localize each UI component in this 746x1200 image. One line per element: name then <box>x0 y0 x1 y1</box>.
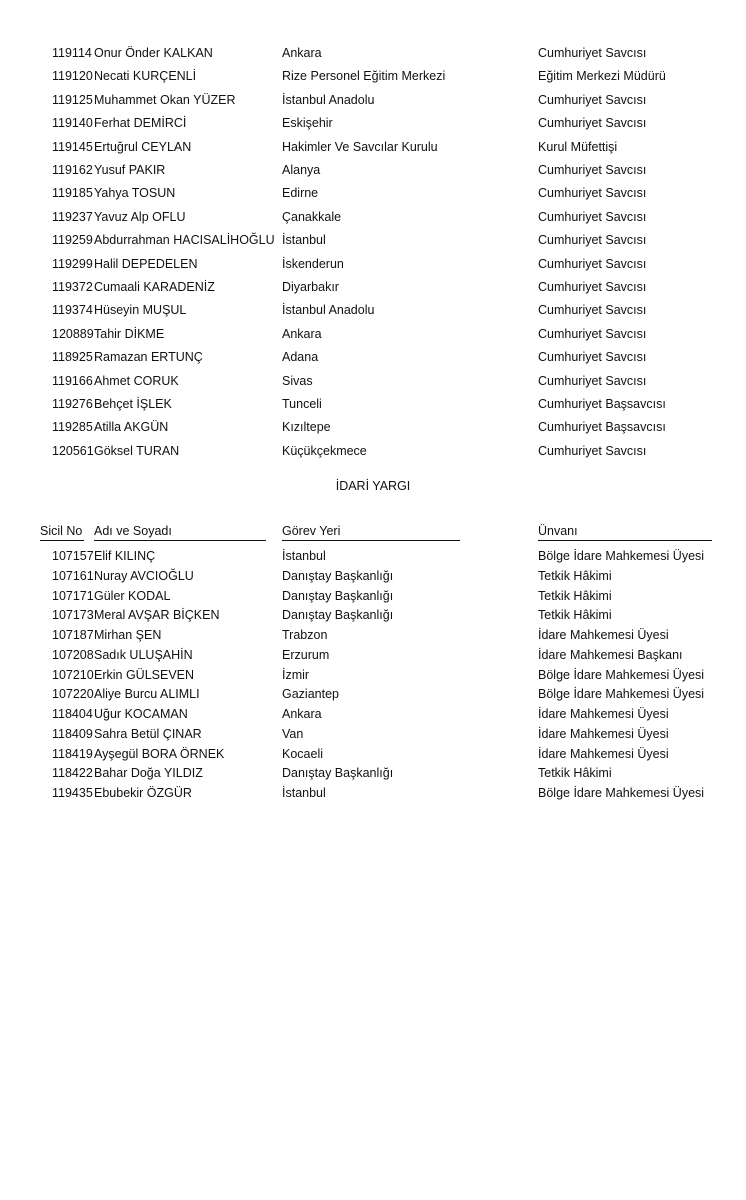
sicil-number: 107210 <box>52 667 94 682</box>
duty-place: Rize Personel Eğitim Merkezi <box>282 69 446 84</box>
header-sicil: Sicil No <box>40 522 84 541</box>
table-row <box>0 301 746 319</box>
sicil-number: 107220 <box>52 687 94 702</box>
person-name: Meral AVŞAR BİÇKEN <box>94 608 220 623</box>
sicil-number: 107171 <box>52 588 94 603</box>
duty-place: Tunceli <box>282 397 322 411</box>
person-name: Atilla AKGÜN <box>94 420 169 435</box>
person-name: Ertuğrul CEYLAN <box>94 139 192 154</box>
position-title: Cumhuriyet Savcısı <box>538 443 647 458</box>
person-name: Ahmet CORUK <box>94 373 179 388</box>
position-title: Tetkik Hâkimi <box>538 608 612 623</box>
sicil-number: 119125 <box>52 92 93 107</box>
duty-place: Alanya <box>282 163 321 177</box>
table-row <box>0 784 746 802</box>
position-title: Cumhuriyet Savcısı <box>538 116 647 131</box>
sicil-number: 107161 <box>52 568 94 583</box>
sicil-number: 107208 <box>52 647 94 662</box>
sicil-number: 119162 <box>52 163 93 177</box>
person-name: Behçet İŞLEK <box>94 397 172 411</box>
person-name: Sadık ULUŞAHİN <box>94 647 193 662</box>
duty-place: İzmir <box>282 667 310 682</box>
position-title: Kurul Müfettişi <box>538 139 618 154</box>
position-title: Cumhuriyet Savcısı <box>538 303 647 318</box>
sicil-number: 119259 <box>52 233 93 248</box>
person-name: Aliye Burcu ALIMLI <box>94 687 200 702</box>
duty-place: Erzurum <box>282 647 330 662</box>
position-title: Bölge İdare Mahkemesi Üyesi <box>538 667 705 682</box>
position-title: İdare Mahkemesi Başkanı <box>538 647 683 662</box>
sicil-number: 119166 <box>52 373 93 388</box>
sicil-number: 119237 <box>52 209 93 224</box>
position-title: İdare Mahkemesi Üyesi <box>538 707 669 721</box>
sicil-number: 118422 <box>52 766 93 781</box>
duty-place: Hakimler Ve Savcılar Kurulu <box>282 139 438 154</box>
sicil-number: 118925 <box>52 350 93 365</box>
person-name: Onur Önder KALKAN <box>94 46 213 60</box>
person-name: Ferhat DEMİRCİ <box>94 116 187 131</box>
header-place: Görev Yeri <box>282 522 460 541</box>
table-row <box>0 348 746 366</box>
table-row <box>0 442 746 460</box>
duty-place: İstanbul Anadolu <box>282 303 375 318</box>
table-row <box>0 255 746 273</box>
position-title: İdare Mahkemesi Üyesi <box>538 628 669 642</box>
sicil-number: 119145 <box>52 139 93 154</box>
position-title: Cumhuriyet Başsavcısı <box>538 420 666 435</box>
position-title: Cumhuriyet Savcısı <box>538 92 647 107</box>
position-title: İdare Mahkemesi Üyesi <box>538 726 669 741</box>
position-title: Cumhuriyet Savcısı <box>538 326 647 341</box>
sicil-number: 120561 <box>52 443 94 458</box>
header-title: Ünvanı <box>538 522 712 541</box>
sicil-number: 119372 <box>52 280 93 294</box>
sicil-number: 119114 <box>52 46 92 60</box>
person-name: Nuray AVCIOĞLU <box>94 568 194 583</box>
table-row <box>0 208 746 226</box>
position-title: Eğitim Merkezi Müdürü <box>538 69 666 84</box>
duty-place: Danıştay Başkanlığı <box>282 588 394 603</box>
sicil-number: 119185 <box>52 186 93 201</box>
person-name: Muhammet Okan YÜZER <box>94 92 236 107</box>
position-title: Cumhuriyet Savcısı <box>538 280 647 294</box>
duty-place: Danıştay Başkanlığı <box>282 766 394 781</box>
duty-place: Eskişehir <box>282 116 333 131</box>
person-name: Ebubekir ÖZGÜR <box>94 786 192 800</box>
duty-place: İstanbul Anadolu <box>282 92 375 107</box>
person-name: Halil DEPEDELEN <box>94 256 198 271</box>
person-name: Ayşegül BORA ÖRNEK <box>94 746 225 761</box>
table-row <box>0 67 746 85</box>
table-row <box>0 114 746 132</box>
table-row <box>0 666 746 684</box>
table-row <box>0 418 746 436</box>
table-row <box>0 725 746 743</box>
sicil-number: 120889 <box>52 326 94 341</box>
duty-place: Ankara <box>282 707 322 721</box>
header-name: Adı ve Soyadı <box>94 522 266 541</box>
person-name: Uğur KOCAMAN <box>94 707 188 721</box>
section-title: İDARİ YARGI <box>335 479 411 493</box>
sicil-number: 118419 <box>52 746 93 761</box>
position-title: Tetkik Hâkimi <box>538 766 612 781</box>
duty-place: Kızıltepe <box>282 420 331 435</box>
duty-place: Ankara <box>282 326 322 341</box>
table-row <box>0 587 746 605</box>
table-row <box>0 626 746 644</box>
duty-place: Çanakkale <box>282 209 342 224</box>
sicil-number: 118404 <box>52 707 93 721</box>
person-name: Mirhan ŞEN <box>94 628 162 642</box>
position-title: Bölge İdare Mahkemesi Üyesi <box>538 687 705 702</box>
position-title: Tetkik Hâkimi <box>538 588 612 603</box>
position-title: Cumhuriyet Başsavcısı <box>538 397 666 411</box>
table-row <box>0 646 746 664</box>
person-name: Yusuf PAKIR <box>94 163 166 177</box>
duty-place: Küçükçekmece <box>282 443 367 458</box>
table-row <box>0 91 746 109</box>
duty-place: Van <box>282 726 304 741</box>
sicil-number: 119120 <box>52 69 93 84</box>
table-row <box>0 395 746 413</box>
person-name: Abdurrahman HACISALİHOĞLU <box>94 233 275 248</box>
sicil-number: 119299 <box>52 256 93 271</box>
duty-place: Kocaeli <box>282 746 323 761</box>
position-title: Tetkik Hâkimi <box>538 568 612 583</box>
table-row <box>0 606 746 624</box>
position-title: Cumhuriyet Savcısı <box>538 256 647 271</box>
position-title: Cumhuriyet Savcısı <box>538 350 647 365</box>
person-name: Sahra Betül ÇINAR <box>94 726 202 741</box>
position-title: Cumhuriyet Savcısı <box>538 373 647 388</box>
person-name: Erkin GÜLSEVEN <box>94 667 195 682</box>
duty-place: Danıştay Başkanlığı <box>282 568 394 583</box>
position-title: Cumhuriyet Savcısı <box>538 186 647 201</box>
person-name: Hüseyin MUŞUL <box>94 303 187 318</box>
person-name: Göksel TURAN <box>94 443 180 458</box>
position-title: Cumhuriyet Savcısı <box>538 233 647 248</box>
duty-place: Gaziantep <box>282 687 339 702</box>
duty-place: Diyarbakır <box>282 280 339 294</box>
table-row <box>0 231 746 249</box>
duty-place: Trabzon <box>282 628 328 642</box>
table-row <box>0 567 746 585</box>
sicil-number: 119374 <box>52 303 93 318</box>
duty-place: İstanbul <box>282 233 326 248</box>
duty-place: Sivas <box>282 373 313 388</box>
table-row <box>0 705 746 723</box>
table-header <box>0 522 746 542</box>
person-name: Cumaali KARADENİZ <box>94 280 215 294</box>
table-row <box>0 278 746 296</box>
duty-place: Adana <box>282 350 319 365</box>
person-name: Tahir DİKME <box>94 326 165 341</box>
duty-place: İstanbul <box>282 549 326 563</box>
table-row <box>0 184 746 202</box>
person-name: Elif KILINÇ <box>94 549 156 563</box>
sicil-number: 118409 <box>52 726 93 741</box>
sicil-number: 119435 <box>52 786 93 800</box>
sicil-number: 107157 <box>52 549 94 563</box>
person-name: Necati KURÇENLİ <box>94 69 197 84</box>
sicil-number: 107173 <box>52 608 94 623</box>
person-name: Bahar Doğa YILDIZ <box>94 766 203 781</box>
sicil-number: 119276 <box>52 397 93 411</box>
table-row <box>0 547 746 565</box>
sicil-number: 119285 <box>52 420 93 435</box>
table-row <box>0 325 746 343</box>
position-title: Cumhuriyet Savcısı <box>538 46 647 60</box>
table-row <box>0 745 746 763</box>
person-name: Ramazan ERTUNÇ <box>94 350 203 365</box>
table-row <box>0 138 746 156</box>
position-title: Cumhuriyet Savcısı <box>538 163 647 177</box>
position-title: Cumhuriyet Savcısı <box>538 209 647 224</box>
person-name: Yahya TOSUN <box>94 186 176 201</box>
position-title: Bölge İdare Mahkemesi Üyesi <box>538 549 705 563</box>
sicil-number: 119140 <box>52 116 93 131</box>
person-name: Yavuz Alp OFLU <box>94 209 186 224</box>
duty-place: Edirne <box>282 186 319 201</box>
sicil-number: 107187 <box>52 628 94 642</box>
table-row <box>0 764 746 782</box>
table-row <box>0 44 746 62</box>
person-name: Güler KODAL <box>94 588 171 603</box>
table-row <box>0 372 746 390</box>
position-title: Bölge İdare Mahkemesi Üyesi <box>538 786 705 800</box>
duty-place: Danıştay Başkanlığı <box>282 608 394 623</box>
duty-place: İstanbul <box>282 786 326 800</box>
position-title: İdare Mahkemesi Üyesi <box>538 746 669 761</box>
duty-place: Ankara <box>282 46 322 60</box>
duty-place: İskenderun <box>282 256 344 271</box>
table-row <box>0 161 746 179</box>
table-row <box>0 685 746 703</box>
